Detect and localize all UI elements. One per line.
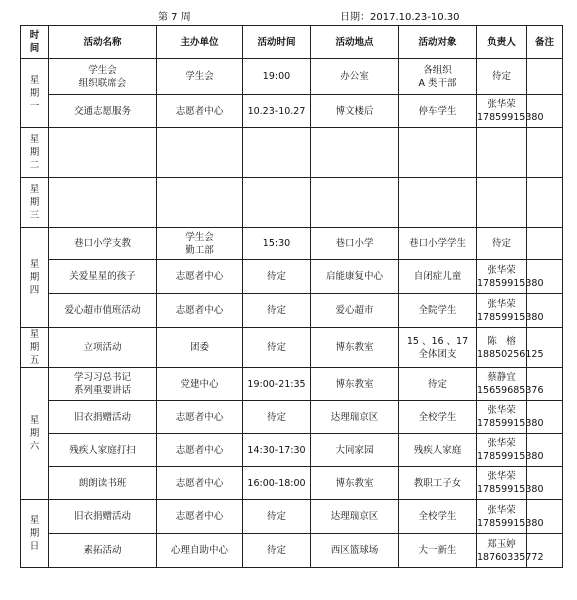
organizer-cell-line: 党建中心	[180, 378, 219, 390]
table-row	[21, 228, 563, 260]
organizer-cell	[157, 294, 243, 328]
person-in-charge-cell-line: 17859915380	[477, 112, 544, 123]
day-char: 二	[29, 160, 40, 171]
date-range: 日期：2017.10.23-10.30	[340, 12, 460, 23]
audience-cell	[399, 59, 477, 95]
day-char: 星	[29, 184, 40, 195]
table-row	[21, 368, 563, 401]
note-cell	[527, 178, 563, 228]
organizer-cell-line: 勤工部	[185, 244, 214, 256]
person-in-charge-cell-line: 张华荣	[487, 438, 516, 449]
activity-name-cell	[49, 128, 157, 178]
activity-name-cell-line: 立项活动	[83, 342, 122, 353]
activity-time-cell: 10.23-10.27	[243, 95, 311, 128]
note-cell	[527, 328, 563, 368]
activity-name-cell	[49, 401, 157, 434]
day-char: 四	[29, 285, 40, 296]
audience-cell-line: 全校学生	[418, 511, 457, 522]
person-in-charge-cell-line: 张华荣	[487, 471, 516, 482]
audience-cell	[399, 95, 477, 128]
activity-time-cell: 待定	[243, 534, 311, 568]
activity-time-cell: 14:30-17:30	[243, 434, 311, 467]
audience-cell	[399, 368, 477, 401]
person-in-charge-cell-line: 17859915380	[477, 484, 544, 495]
activity-name-cell-line: 交通志愿服务	[73, 105, 131, 117]
col-header-time-label	[21, 29, 48, 55]
activity-time-cell: 待定	[243, 500, 311, 534]
person-in-charge-cell-line: 待定	[491, 238, 511, 249]
person-in-charge-cell	[477, 500, 544, 534]
audience-cell	[399, 178, 477, 228]
audience-cell-line: 巷口小学学生	[408, 238, 466, 249]
location-cell	[311, 178, 399, 228]
day-cell	[21, 228, 49, 328]
day-char: 星	[29, 515, 40, 526]
organizer-cell	[157, 260, 243, 294]
activity-name-cell	[49, 228, 157, 260]
audience-cell-line: 自闭症儿童	[413, 271, 462, 282]
audience-cell-line: 各组织	[423, 64, 452, 76]
organizer-cell	[157, 328, 243, 368]
person-in-charge-cell	[477, 228, 527, 260]
location-cell: 启能康复中心	[311, 260, 399, 294]
audience-cell	[399, 534, 477, 568]
table-row	[21, 434, 563, 467]
activity-name-cell	[49, 95, 157, 128]
col-header-org: 主办单位	[157, 26, 243, 59]
table-row	[21, 328, 563, 368]
audience-cell-line: 待定	[427, 378, 447, 390]
location-cell: 巷口小学	[311, 228, 399, 260]
activity-name-cell-line: 学生会	[88, 64, 117, 76]
audience-cell-line: 全体团支	[418, 348, 457, 360]
day-cell	[21, 59, 49, 128]
location-cell: 博东教室	[311, 328, 399, 368]
audience-cell-line: 残疾人家庭	[413, 444, 462, 456]
activity-name-cell	[49, 294, 157, 328]
table-row	[21, 178, 563, 228]
col-header-note: 备注	[527, 26, 563, 59]
person-in-charge-cell	[477, 294, 544, 328]
table-row	[21, 260, 563, 294]
organizer-cell-line: 心理自助中心	[170, 545, 228, 556]
audience-cell	[399, 294, 477, 328]
person-in-charge-cell	[477, 467, 544, 500]
person-in-charge-cell	[477, 178, 527, 228]
person-in-charge-cell	[477, 95, 544, 128]
person-in-charge-cell	[477, 328, 544, 368]
audience-cell	[399, 328, 477, 368]
organizer-cell	[157, 178, 243, 228]
activity-schedule-table	[20, 25, 563, 568]
note-cell	[527, 59, 563, 95]
day-cell	[21, 500, 49, 568]
activity-name-cell	[49, 534, 157, 568]
day-char: 期	[29, 428, 40, 439]
activity-time-cell: 15:30	[243, 228, 311, 260]
activity-time-cell: 待定	[243, 294, 311, 328]
activity-name-cell-line: 旧衣捐赠活动	[73, 511, 131, 522]
person-in-charge-cell-line: 张华荣	[487, 99, 516, 110]
table-row	[21, 467, 563, 500]
activity-name-cell-line: 爱心超市值班活动	[64, 305, 141, 316]
person-in-charge-cell-line: 18760335772	[477, 551, 544, 563]
activity-name-cell-line: 关爱星星的孩子	[69, 271, 136, 282]
organizer-cell-line: 志愿者中心	[175, 271, 224, 282]
person-in-charge-cell-line: 17859915380	[477, 517, 544, 529]
table-row	[21, 534, 563, 568]
day-char: 星	[29, 415, 40, 426]
col-header-activity-time: 活动时间	[243, 26, 311, 59]
person-in-charge-cell-line: 张华荣	[487, 298, 516, 310]
table-row	[21, 59, 563, 95]
organizer-cell-line: 志愿者中心	[175, 105, 224, 117]
activity-name-cell	[49, 178, 157, 228]
audience-cell-line: 停车学生	[418, 105, 457, 117]
activity-name-cell-line: 朗朗读书班	[78, 477, 127, 489]
day-char: 一	[29, 100, 40, 112]
day-char: 期	[29, 147, 40, 158]
person-in-charge-cell-line: 17859915380	[477, 277, 544, 289]
audience-cell	[399, 260, 477, 294]
person-in-charge-cell-line: 17859915380	[477, 418, 544, 429]
header-row	[21, 26, 563, 59]
location-cell: 博文楼后	[311, 95, 399, 128]
person-in-charge-cell	[477, 260, 544, 294]
person-in-charge-cell-line: 待定	[491, 71, 511, 82]
activity-name-cell-line: 巷口小学支教	[73, 238, 131, 249]
table-row	[21, 95, 563, 128]
day-cell	[21, 368, 49, 500]
audience-cell-line: 教职工子女	[413, 477, 462, 489]
activity-time-cell: 19:00	[243, 59, 311, 95]
organizer-cell	[157, 128, 243, 178]
activity-name-cell	[49, 434, 157, 467]
table-row	[21, 401, 563, 434]
col-header-target: 活动对象	[399, 26, 477, 59]
col-header-time	[21, 26, 49, 59]
organizer-cell-line: 学生会	[185, 71, 214, 82]
day-char: 期	[29, 528, 40, 539]
day-char: 三	[29, 210, 40, 221]
organizer-cell	[157, 368, 243, 401]
day-char: 星	[29, 259, 40, 270]
organizer-cell-line: 团委	[189, 342, 209, 353]
person-in-charge-cell-line: 蔡静宜	[487, 372, 516, 383]
activity-name-cell	[49, 260, 157, 294]
organizer-cell	[157, 534, 243, 568]
organizer-cell-line: 志愿者中心	[175, 444, 224, 456]
note-cell	[527, 128, 563, 178]
col-header-person: 负责人	[477, 26, 527, 59]
organizer-cell	[157, 434, 243, 467]
organizer-cell	[157, 467, 243, 500]
activity-time-cell: 待定	[243, 328, 311, 368]
person-in-charge-cell	[477, 401, 544, 434]
day-char: 期	[29, 197, 40, 208]
activity-name-cell	[49, 368, 157, 401]
organizer-cell	[157, 500, 243, 534]
day-char: 日	[29, 541, 40, 552]
week-label: 第 7 周	[158, 12, 191, 23]
person-in-charge-cell-line: 张华荣	[487, 264, 516, 276]
location-cell: 西区篮球场	[311, 534, 399, 568]
location-cell: 博东教室	[311, 368, 399, 401]
day-cell	[21, 328, 49, 368]
audience-cell-line: 15 、16 、17	[406, 335, 469, 347]
day-char: 星	[29, 329, 40, 340]
table-row	[21, 294, 563, 328]
location-cell: 大同家园	[311, 434, 399, 467]
audience-cell	[399, 401, 477, 434]
person-in-charge-cell-line: 15659685376	[477, 385, 544, 396]
day-char: 期	[29, 272, 40, 283]
audience-cell-line: A 类干部	[418, 77, 457, 89]
organizer-cell	[157, 95, 243, 128]
person-in-charge-cell-line: 张华荣	[487, 405, 516, 416]
activity-name-cell	[49, 500, 157, 534]
day-char: 星	[29, 74, 40, 86]
person-in-charge-cell-line: 张华荣	[487, 504, 516, 516]
location-cell: 达理瑞京区	[311, 401, 399, 434]
location-cell: 达理瑞京区	[311, 500, 399, 534]
table-row	[21, 500, 563, 534]
organizer-cell-line: 志愿者中心	[175, 305, 224, 316]
location-cell: 爱心超市	[311, 294, 399, 328]
person-in-charge-cell	[477, 534, 544, 568]
note-cell	[527, 228, 563, 260]
person-in-charge-cell	[477, 128, 527, 178]
day-cell	[21, 178, 49, 228]
person-in-charge-cell	[477, 59, 527, 95]
activity-name-cell-line: 素拓活动	[83, 545, 122, 556]
audience-cell	[399, 467, 477, 500]
col-header-name: 活动名称	[49, 26, 157, 59]
activity-time-cell: 19:00-21:35	[243, 368, 311, 401]
activity-name-cell-line: 旧衣捐赠活动	[73, 411, 131, 423]
audience-cell	[399, 500, 477, 534]
location-cell	[311, 128, 399, 178]
audience-cell	[399, 434, 477, 467]
day-char: 五	[29, 355, 40, 366]
activity-name-cell	[49, 328, 157, 368]
col-header-place: 活动地点	[311, 26, 399, 59]
activity-name-cell	[49, 467, 157, 500]
person-in-charge-cell-line: 陈 榕	[487, 335, 516, 347]
audience-cell-line: 大一新生	[418, 545, 457, 556]
organizer-cell-line: 志愿者中心	[175, 477, 224, 489]
location-cell: 博东教室	[311, 467, 399, 500]
person-in-charge-cell-line: 18850256125	[477, 348, 544, 360]
audience-cell	[399, 228, 477, 260]
person-in-charge-cell-line: 17859915380	[477, 311, 544, 323]
organizer-cell-line: 志愿者中心	[175, 511, 224, 522]
audience-cell-line: 全院学生	[418, 305, 457, 316]
person-in-charge-cell-line: 17859915380	[477, 451, 544, 462]
organizer-cell	[157, 59, 243, 95]
activity-name-cell-line: 残疾人家庭打扫	[69, 444, 136, 456]
header-char: 间	[29, 43, 40, 54]
organizer-cell	[157, 228, 243, 260]
person-in-charge-cell-line: 郑玉婷	[487, 538, 516, 550]
audience-cell	[399, 128, 477, 178]
activity-time-cell	[243, 128, 311, 178]
activity-name-cell-line: 系列重要讲话	[73, 385, 131, 396]
activity-time-cell: 16:00-18:00	[243, 467, 311, 500]
table-row	[21, 128, 563, 178]
organizer-cell-line: 学生会	[185, 231, 214, 243]
activity-time-cell: 待定	[243, 260, 311, 294]
activity-name-cell-line: 学习习总书记	[73, 372, 131, 383]
organizer-cell-line: 志愿者中心	[175, 411, 224, 423]
activity-time-cell: 待定	[243, 401, 311, 434]
day-cell	[21, 128, 49, 178]
person-in-charge-cell	[477, 368, 544, 401]
activity-name-cell	[49, 59, 157, 95]
header-char: 时	[29, 30, 40, 41]
organizer-cell	[157, 401, 243, 434]
activity-name-cell-line: 组织联席会	[78, 77, 127, 89]
day-char: 星	[29, 134, 40, 145]
audience-cell-line: 全校学生	[418, 411, 457, 423]
person-in-charge-cell	[477, 434, 544, 467]
day-char: 期	[29, 342, 40, 353]
day-char: 期	[29, 87, 40, 99]
location-cell: 办公室	[311, 59, 399, 95]
activity-time-cell	[243, 178, 311, 228]
day-char: 六	[29, 441, 40, 452]
